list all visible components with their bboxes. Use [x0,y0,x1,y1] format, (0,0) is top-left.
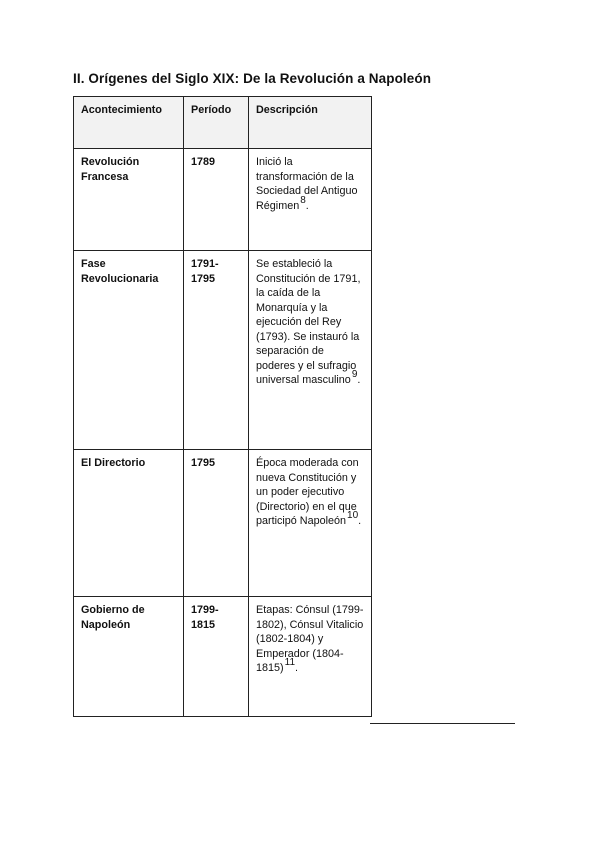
description-end: . [358,515,362,527]
event-cell: Revolución Francesa [74,149,184,251]
period-cell: 1789 [184,149,249,251]
footnote-ref: 10 [347,510,359,521]
period-cell: 1791-1795 [184,251,249,450]
event-cell: Fase Revolucionaria [74,251,184,450]
description-cell [249,149,372,251]
description-cell [249,450,372,597]
description-text: Se estableció la Constitución de 1791, la caída de la Monarquía y la ejecución del Rey (1793). Se instauró la separación de poderes y el sufragio universal masculino [256,258,361,386]
header-period: Período [184,97,249,149]
header-description: Descripción [249,97,372,149]
description-text: Inició la transformación de la Sociedad del Antiguo Régimen [256,156,358,212]
description-end: . [295,662,299,674]
table-header-row [74,97,372,149]
events-table [73,96,372,717]
description-cell [249,251,372,450]
description-text: Época moderada con nueva Constitución y un poder ejecutivo (Directorio) en el que participó Napoleón [256,457,359,527]
footnote-ref: 8 [300,194,306,206]
footnote-ref: 11 [284,657,296,668]
description-end: . [305,199,309,212]
description-cell [249,597,372,717]
event-cell: El Directorio [74,450,184,597]
period-cell: 1795 [184,450,249,597]
section-title: II. Orígenes del Siglo XIX: De la Revolución a Napoleón [73,71,432,86]
table-row [74,251,372,450]
header-event: Acontecimiento [74,97,184,149]
description-end: . [357,374,361,386]
footnote-ref: 9 [351,369,358,380]
table-row [74,597,372,717]
description-text: Etapas: Cónsul (1799-1802), Cónsul Vitalicio (1802-1804) y Emperador (1804-1815) [256,604,364,674]
bottom-rule [370,723,515,724]
event-cell: Gobierno de Napoleón [74,597,184,717]
table-row [74,450,372,597]
table-row [74,149,372,251]
period-cell: 1799-1815 [184,597,249,717]
